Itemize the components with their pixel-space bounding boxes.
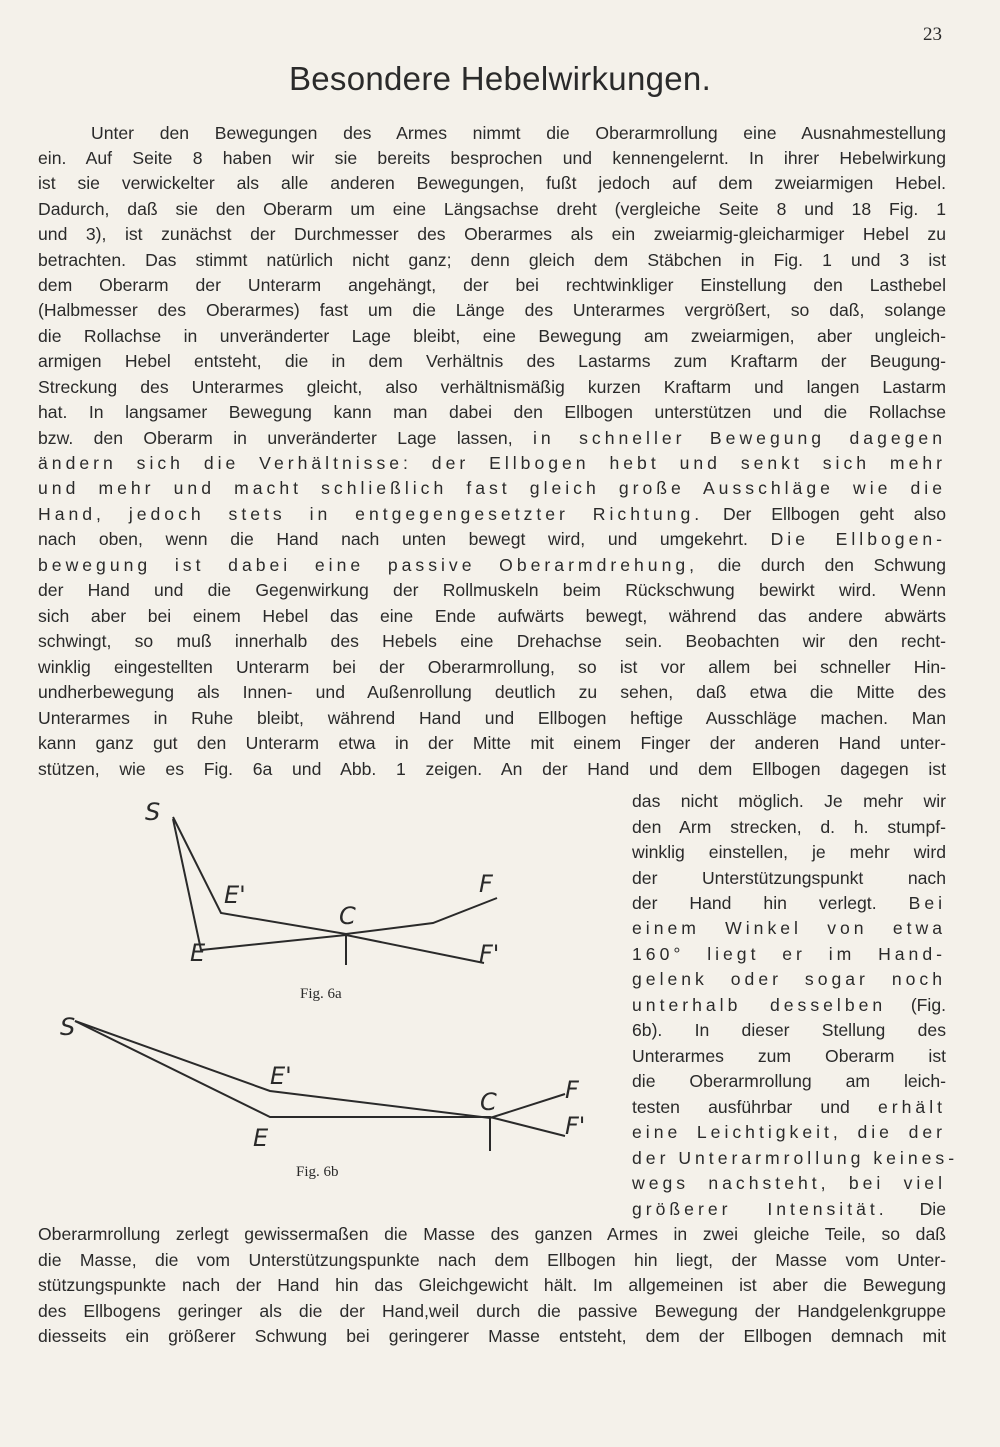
text-line-spaced: eine Leichtigkeit, die der bbox=[632, 1122, 946, 1142]
text-line: der Hand und die Gegenwirkung der Rollmuskeln beim Rückschwung bewirkt wird. Wenn bbox=[38, 580, 946, 600]
text-line: undherbewegung als Innen- und Außenrollung deutlich zu sehen, daß etwa die Mitte des bbox=[38, 682, 946, 702]
text-line: die Masse, die vom Unterstützungspunkte nach dem Ellbogen hin liegt, der Masse vom Unter- bbox=[38, 1250, 946, 1270]
fig6a-caption: Fig. 6a bbox=[300, 986, 342, 1002]
text-segment: testen ausführbar und bbox=[632, 1097, 850, 1117]
fig6a-upper-arm-line bbox=[173, 817, 497, 934]
text-line: der Unterstützungspunkt nach bbox=[632, 868, 946, 888]
text-line: die Oberarmrollung am leich- bbox=[632, 1071, 946, 1091]
text-line: die Rollachse in unveränderter Lage bleibt, eine Bewegung am zweiarmigen, aber ungleich- bbox=[38, 326, 946, 346]
spaced-text: Hand, jedoch stets in entgegengesetzter Richtung. bbox=[38, 504, 704, 524]
text-line-spaced: ändern sich die Verhältnisse: der Ellbogen hebt und senkt sich mehr bbox=[38, 453, 946, 473]
spaced-text: unterhalb desselben bbox=[632, 995, 887, 1015]
text-segment: nach oben, wenn die Hand nach unten bewegt wird, und umgekehrt. bbox=[38, 529, 748, 549]
text-line: schwingt, so muß innerhalb des Hebels eine Drehachse sein. Beobachten wir den recht- bbox=[38, 631, 946, 651]
text-line bbox=[632, 891, 946, 916]
fig6b-label-e: E bbox=[253, 1124, 269, 1152]
fig6b-lower-arm-line bbox=[75, 1021, 565, 1136]
text-line: sich aber bei einem Hebel das eine Ende aufwärts bewegt, während das andere abwärts bbox=[38, 606, 946, 626]
page-title: Besondere Hebelwirkungen. bbox=[288, 60, 712, 97]
text-segment: bzw. den Oberarm in unveränderter Lage lassen, bbox=[38, 428, 513, 448]
text-line: hat. In langsamer Bewegung kann man dabei den Ellbogen unterstützen und die Rollachse bbox=[38, 402, 946, 422]
spaced-text: Die Ellbogen- bbox=[770, 529, 946, 549]
text-line: ist sie verwickelter als alle anderen Bewegungen, fußt jedoch auf dem zweiarmigen Hebel. bbox=[38, 173, 946, 193]
spaced-text: bewegung ist dabei eine passive Oberarmdrehung, bbox=[38, 555, 699, 575]
fig6b-label-f1: F' bbox=[565, 1112, 586, 1140]
text-line: ein. Auf Seite 8 haben wir sie bereits besprochen und kennengelernt. In ihrer Hebelwirkung bbox=[38, 148, 946, 168]
fig6b-label-f: F bbox=[565, 1076, 579, 1104]
text-line: dem Oberarm der Unterarm angehängt, der bei rechtwinkliger Einstellung den Lasthebel bbox=[38, 275, 946, 295]
spaced-text: größerer Intensität. bbox=[632, 1199, 888, 1219]
text-line: winklig einstellen, je mehr wird bbox=[632, 842, 946, 862]
text-line bbox=[632, 993, 946, 1018]
fig6b-label-e1: E' bbox=[270, 1062, 292, 1090]
text-line: (Halbmesser des Oberarmes) fast um die Länge des Unterarmes vergrößert, so daß, solange bbox=[38, 300, 946, 320]
fig6a-label-e1: E' bbox=[224, 881, 246, 909]
fig6b-label-c: C bbox=[480, 1088, 497, 1116]
text-line: Unterarmes zum Oberarm ist bbox=[632, 1046, 946, 1066]
text-line: Streckung des Unterarmes gleicht, also verhältnismäßig kurzen Kraftarm und langen Lastarm bbox=[38, 377, 946, 397]
text-line: 6b). In dieser Stellung des bbox=[632, 1020, 946, 1040]
spaced-text: Bei bbox=[908, 893, 947, 913]
spaced-text: in schneller Bewegung dagegen bbox=[533, 428, 946, 448]
text-line: winklig eingestellten Unterarm bei der Oberarmrollung, so ist vor allem bei schneller Hin- bbox=[38, 657, 946, 677]
text-line: des Ellbogens geringer als die der Hand,weil durch die passive Bewegung der Handgelenkgruppe bbox=[38, 1301, 946, 1321]
text-line: und 3), ist zunächst der Durchmesser des Oberarmes als ein zweiarmig-gleicharmiger Hebel zu bbox=[38, 224, 946, 244]
fig6b-label-s: S bbox=[60, 1013, 76, 1041]
fig6b-caption: Fig. 6b bbox=[296, 1164, 339, 1180]
text-line: das nicht möglich. Je mehr wir bbox=[632, 791, 946, 811]
text-segment: Die bbox=[919, 1199, 946, 1219]
fig6a-label-f: F bbox=[479, 870, 493, 898]
text-line bbox=[632, 1095, 946, 1120]
text-line bbox=[632, 1197, 946, 1222]
text-line: stützungspunkte nach der Hand hin das Gleichgewicht hält. Im allgemeinen ist aber die Bewegung bbox=[38, 1275, 946, 1295]
spaced-text: erhält bbox=[878, 1097, 947, 1117]
fig6a-label-s: S bbox=[145, 798, 161, 826]
text-segment: die durch den Schwung bbox=[717, 555, 946, 575]
text-line-spaced: wegs nachsteht, bei viel bbox=[632, 1173, 946, 1193]
figure-6b-drawing bbox=[75, 1021, 565, 1151]
text-line-spaced: einem Winkel von etwa bbox=[632, 918, 946, 938]
text-line: betrachten. Das stimmt natürlich nicht ganz; denn gleich dem Stäbchen in Fig. 1 und 3 ist bbox=[38, 250, 946, 270]
text-line bbox=[38, 553, 946, 578]
text-line bbox=[38, 426, 946, 451]
text-segment: der Hand hin verlegt. bbox=[632, 893, 877, 913]
text-line bbox=[38, 527, 946, 552]
text-line-spaced: und mehr und macht schließlich fast gleich große Ausschläge wie die bbox=[38, 478, 946, 498]
text-line: Unter den Bewegungen des Armes nimmt die Oberarmrollung eine Ausnahmestellung bbox=[91, 123, 946, 143]
text-segment: (Fig. bbox=[910, 995, 947, 1015]
text-line: Unterarmes in Ruhe bleibt, während Hand und Ellbogen heftige Ausschläge machen. Man bbox=[38, 708, 946, 728]
text-line: Oberarmrollung zerlegt gewissermaßen die Masse des ganzen Armes in zwei gleiche Teile, so daß bbox=[38, 1224, 946, 1244]
fig6a-label-e: E bbox=[190, 939, 206, 967]
text-segment: Der Ellbogen geht also bbox=[723, 504, 946, 524]
text-line: den Arm strecken, d. h. stumpf- bbox=[632, 817, 946, 837]
text-line: Dadurch, daß sie den Oberarm um eine Längsachse dreht (vergleiche Seite 8 und 18 Fig. 1 bbox=[38, 199, 946, 219]
text-line: diesseits ein größerer Schwung bei geringerer Masse entsteht, dem der Ellbogen demnach mit bbox=[38, 1326, 946, 1346]
text-line-spaced: 160° liegt er im Hand- bbox=[632, 944, 946, 964]
text-line bbox=[38, 502, 946, 527]
page-number: 23 bbox=[923, 24, 942, 45]
text-line: kann ganz gut den Unterarm etwa in der Mitte mit einem Finger der anderen Hand unter- bbox=[38, 733, 946, 753]
fig6a-label-f1: F' bbox=[479, 940, 500, 968]
text-line-spaced: gelenk oder sogar noch bbox=[632, 969, 946, 989]
fig6a-lower-arm-line bbox=[173, 819, 484, 967]
text-line: armigen Hebel entsteht, die in dem Verhältnis des Lastarms zum Kraftarm der Beugung- bbox=[38, 351, 946, 371]
fig6a-label-c: C bbox=[339, 902, 356, 930]
text-line-spaced: der Unterarmrollung keines- bbox=[632, 1148, 959, 1168]
figure-6a-drawing bbox=[173, 817, 500, 968]
text-line: stützen, wie es Fig. 6a und Abb. 1 zeigen. An der Hand und dem Ellbogen dagegen ist bbox=[38, 759, 946, 779]
